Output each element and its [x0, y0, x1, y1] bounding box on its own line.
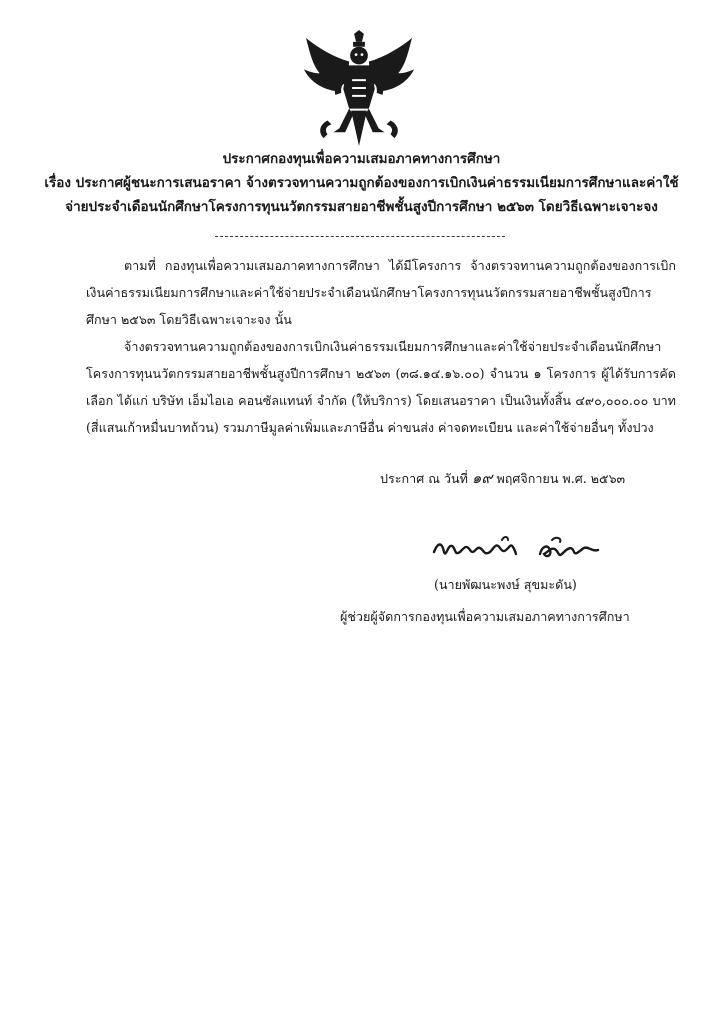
date-prefix: ประกาศ ณ วันที่ [380, 471, 468, 486]
signatory-name: (นายพัฒนะพงษ์ สุขมะดัน) [434, 577, 577, 592]
announcement-subject-line1: เรื่อง ประกาศผู้ชนะการเสนอราคา จ้างตรวจทานความถูกต้องของการเบิกเงินค่าธรรมเนียมการศึกษาและค่าใช้ [44, 175, 679, 191]
paragraph-intro: ตามที่ กองทุนเพื่อความเสมอภาคทางการศึกษา ได้มีโครงการ จ้างตรวจทานความถูกต้องของการเบิกเงินค่าธรรมเนียมการศึกษาและค่าใช้จ่ายประจำเดือนนักศึกษาโครงการทุนนวัตกรรมสายอาชีพชั้นสูงปีการศึกษา ๒๕๖๓ โดยวิธีเฉพาะเจาะจง นั้น [86, 258, 676, 327]
announcement-date [380, 466, 625, 490]
date-month-year: พฤศจิกายน พ.ศ. ๒๕๖๓ [496, 471, 626, 486]
title-divider [215, 236, 505, 237]
announcement-title: ประกาศกองทุนเพื่อความเสมอภาคทางการศึกษา [222, 151, 501, 167]
date-day: ๑๙ [471, 469, 493, 487]
paragraph-award: จ้างตรวจทานความถูกต้องของการเบิกเงินค่าธรรมเนียมการศึกษาและค่าใช้จ่ายประจำเดือนนักศึกษาโครงการทุนนวัตกรรมสายอาชีพชั้นสูงปีการศึกษา ๒๕๖๓ (๓๘.๑๔.๑๖.๐๐) จำนวน ๑ โครงการ ผู้ได้รับการคัดเลือก ได้แก่ บริษัท เอ็มไอเอ คอนซัลแทนท์ จำกัด (ให้บริการ) โดยเสนอราคา เป็นเงินทั้งสิ้น ๔๙๐,๐๐๐.๐๐ บาท (สี่แสนเก้าหมื่นบาทถ้วน) รวมภาษีมูลค่าเพิ่มและภาษีอื่น ค่าขนส่ง ค่าจดทะเบียน และค่าใช้จ่ายอื่นๆ ทั้งปวง [86, 339, 676, 435]
announcement-subject-line2: จ่ายประจำเดือนนักศึกษาโครงการทุนนวัตกรรมสายอาชีพชั้นสูงปีการศึกษา ๒๕๖๓ โดยวิธีเฉพาะเจาะจง [65, 199, 658, 215]
signatory-position: ผู้ช่วยผู้จัดการกองทุนเพื่อความเสมอภาคทางการศึกษา [340, 609, 630, 624]
garuda-emblem-icon [300, 30, 418, 148]
handwritten-signature [432, 532, 602, 566]
